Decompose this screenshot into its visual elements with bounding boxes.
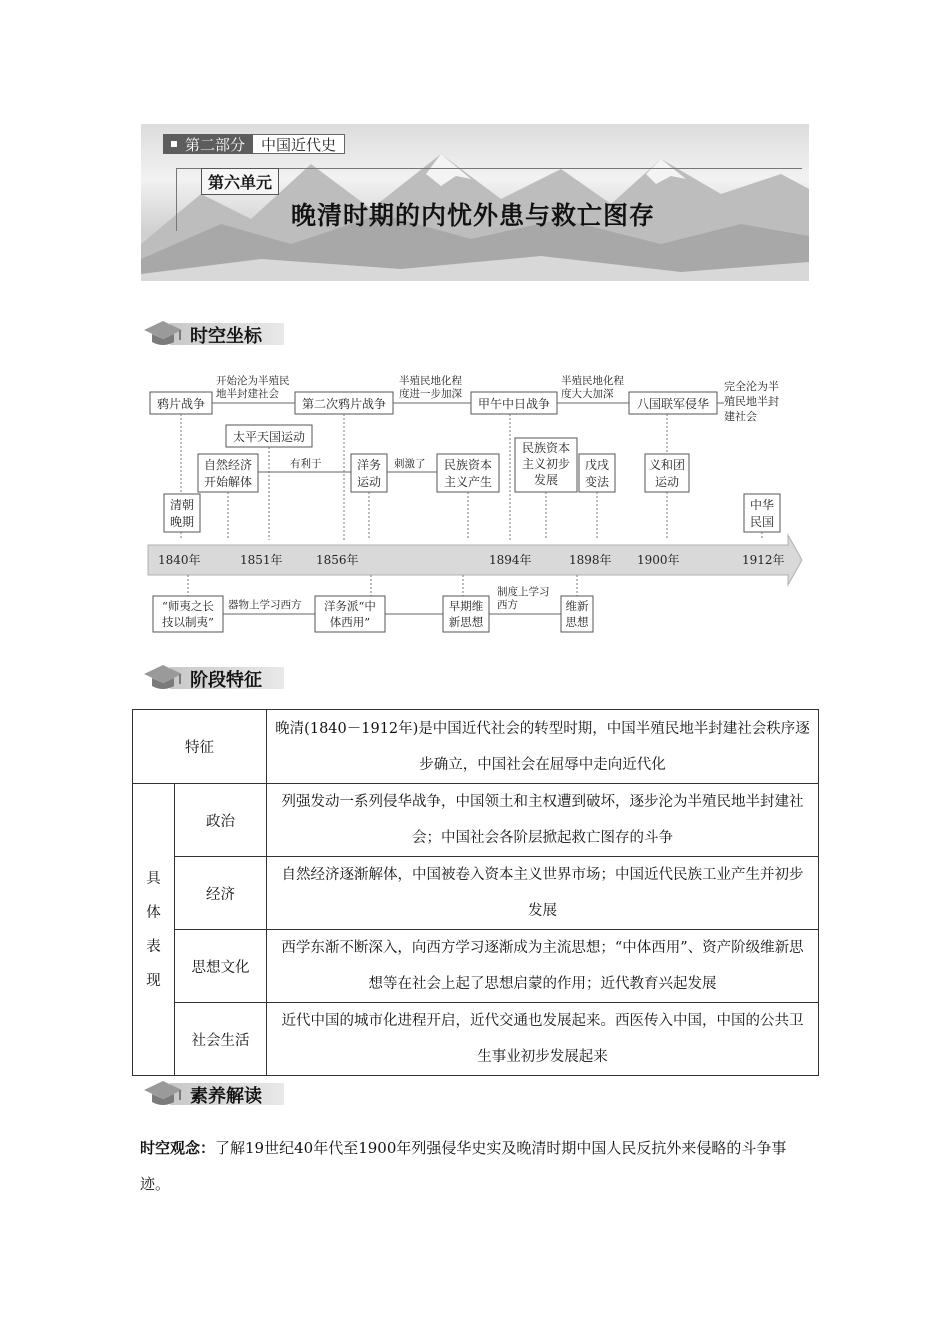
row-text-society: 近代中国的城市化进程开启，近代交通也发展起来。西医传入中国，中国的公共卫生事业初步发展起来 [267, 1003, 819, 1076]
year-1856: 1856年 [316, 553, 359, 567]
stimulated-label: 刺激了 [394, 458, 426, 470]
taiping-text: 太平天国运动 [232, 430, 306, 444]
capitalism-dev-line2: 主义初步 [521, 457, 571, 471]
table-row [133, 857, 819, 930]
section-heading-features [140, 660, 286, 694]
link-caption-1a: 开始沦为半殖民 [216, 375, 290, 387]
row-text-economy: 自然经济逐渐解体，中国被卷入资本主义世界市场；中国近代民族工业产生并初步发展 [267, 857, 819, 930]
link-caption-4c: 建社会 [724, 410, 757, 423]
link-caption-2a: 半殖民地化程 [399, 375, 462, 387]
graduation-cap-icon [140, 660, 186, 694]
row-label-society: 社会生活 [175, 1003, 267, 1076]
literacy-label: 时空观念： [140, 1139, 216, 1157]
idea-1-line2: 技以制夷” [162, 615, 214, 629]
table-row [133, 710, 819, 784]
year-1900: 1900年 [637, 553, 680, 567]
year-1894: 1894年 [489, 553, 532, 567]
year-1912: 1912年 [742, 553, 785, 567]
idea-4-line1: 维新 [565, 599, 589, 613]
graduation-cap-icon [140, 1076, 186, 1110]
link-caption-4b: 殖民地半封 [724, 395, 779, 408]
year-1898: 1898年 [569, 553, 612, 567]
roc-line1: 中华 [749, 498, 775, 512]
square-icon [171, 141, 177, 147]
idea-2-line1: 洋务派“中 [324, 599, 376, 613]
national-capitalism-line2: 主义产生 [443, 475, 493, 489]
idea-link-2a: 制度上学习 [497, 586, 550, 598]
event-sino-japanese-war: 甲午中日战争 [477, 397, 551, 411]
idea-link-2b: 西方 [497, 599, 518, 611]
group-char: 表 [146, 938, 161, 955]
row-label-economy: 经济 [175, 857, 267, 930]
national-capitalism-line1: 民族资本 [443, 458, 493, 472]
idea-link-1: 器物上学习西方 [228, 599, 302, 611]
boxer-line2: 运动 [654, 475, 680, 489]
roc-line2: 民国 [749, 515, 775, 529]
section-heading-literacy [140, 1076, 286, 1110]
link-caption-2b: 度进一步加深 [399, 388, 462, 400]
literacy-paragraph [140, 1130, 812, 1202]
group-char: 具 [146, 870, 161, 887]
part-bar [163, 134, 345, 154]
table-row [133, 930, 819, 1003]
capitalism-dev-line1: 民族资本 [521, 441, 571, 455]
subject-label: 中国近代史 [253, 134, 345, 154]
idea-3-line2: 新思想 [448, 615, 484, 629]
literacy-text: 了解19世纪40年代至1900年列强侵华史实及晚清时期中国人民反抗外来侵略的斗争事迹。 [140, 1139, 787, 1193]
group-label [133, 784, 175, 1076]
capitalism-dev-line3: 发展 [533, 473, 559, 487]
table-row [133, 784, 819, 857]
table-row [133, 1003, 819, 1076]
reform-1898-line2: 变法 [584, 475, 610, 489]
unit-title: 晚清时期的内忧外患与救亡图存 [291, 201, 656, 230]
row-label-politics: 政治 [175, 784, 267, 857]
year-1851: 1851年 [240, 553, 283, 567]
link-caption-3a: 半殖民地化程 [561, 375, 624, 387]
section-heading-timeline [140, 316, 286, 350]
part-label [163, 134, 253, 154]
natural-economy-line1: 自然经济 [203, 458, 253, 472]
feature-text: 晚清(1840－1912年)是中国近代社会的转型时期，中国半殖民地半封建社会秩序逐步确立，中国社会在屈辱中走向近代化 [267, 710, 819, 784]
section-title: 时空坐标 [190, 326, 262, 347]
row-label-culture: 思想文化 [175, 930, 267, 1003]
unit-banner [141, 124, 809, 281]
row-text-culture: 西学东渐不断深入，向西方学习逐渐成为主流思想；“中体西用”、资产阶级维新思想等在社会上起了思想启蒙的作用；近代教育兴起发展 [267, 930, 819, 1003]
unit-label: 第六单元 [201, 168, 279, 195]
link-caption-1b: 地半封建社会 [216, 388, 279, 400]
event-opium-war: 鸦片战争 [156, 397, 206, 411]
qing-line2: 晚期 [169, 515, 195, 529]
group-char: 体 [146, 904, 161, 921]
link-caption-3b: 度大大加深 [561, 388, 614, 400]
westernization-line2: 运动 [356, 475, 382, 489]
row-text-politics: 列强发动一系列侵华战争，中国领土和主权遭到破坏，逐步沦为半殖民地半封建社会；中国社会各阶层掀起救亡图存的斗争 [267, 784, 819, 857]
feature-label: 特征 [133, 710, 267, 784]
boxer-line1: 义和团 [648, 458, 686, 472]
section-title: 素养解读 [190, 1086, 262, 1107]
westernization-line1: 洋务 [356, 458, 382, 472]
event-eight-nation: 八国联军侵华 [636, 397, 710, 411]
group-char: 现 [146, 972, 161, 989]
year-1840: 1840年 [158, 553, 201, 567]
idea-2-line2: 体西用” [329, 615, 371, 629]
event-second-opium-war: 第二次鸦片战争 [301, 397, 387, 411]
natural-economy-line2: 开始解体 [203, 475, 253, 489]
idea-1-line1: “师夷之长 [162, 599, 214, 613]
idea-3-line1: 早期维 [448, 599, 484, 613]
benefit-label: 有利于 [290, 458, 322, 470]
link-caption-4a: 完全沦为半 [724, 380, 779, 393]
qing-line1: 清朝 [169, 498, 195, 512]
idea-4-line2: 思想 [565, 615, 589, 629]
part-text: 第二部分 [185, 135, 246, 154]
graduation-cap-icon [140, 316, 186, 350]
section-title: 阶段特征 [190, 670, 262, 691]
features-table [132, 709, 819, 1076]
timeline-diagram [140, 368, 810, 638]
reform-1898-line1: 戊戌 [584, 458, 610, 472]
